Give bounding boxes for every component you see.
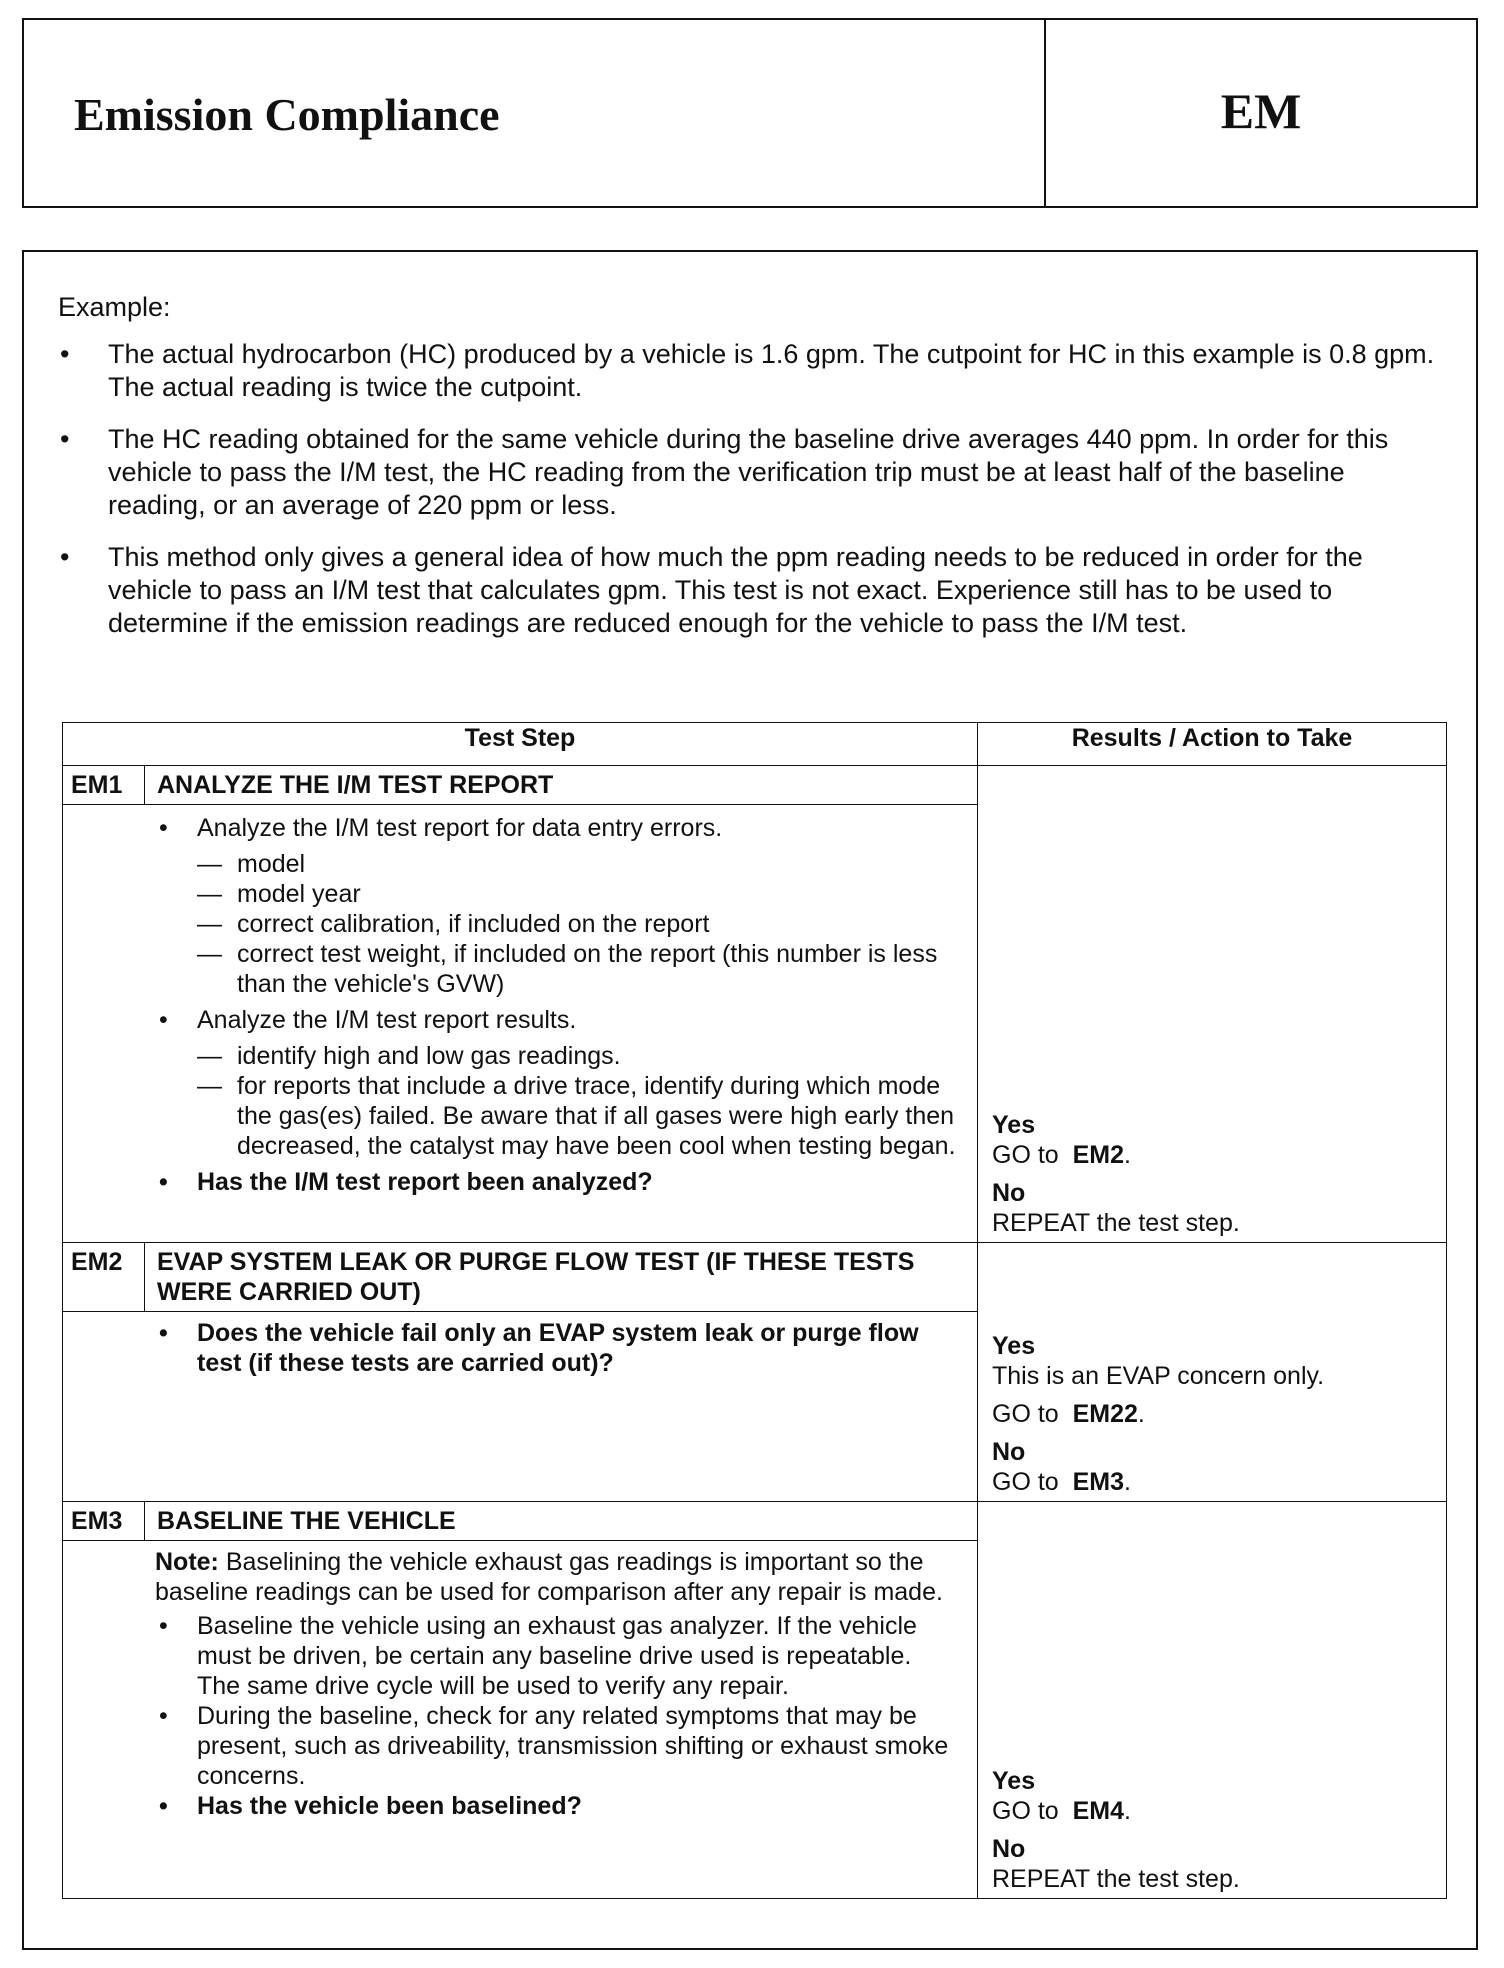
goto-target: EM22 xyxy=(1072,1400,1138,1428)
sub-item: — correct calibration, if included on the report xyxy=(197,909,957,939)
page-title: Emission Compliance xyxy=(74,89,500,140)
sub-item: — identify high and low gas readings. xyxy=(197,1041,957,1071)
table-row xyxy=(63,1243,1447,1502)
step-instruction: • Analyze the I/M test report results. xyxy=(155,1005,957,1035)
goto-target: EM3 xyxy=(1072,1468,1124,1496)
step-title: EVAP SYSTEM LEAK OR PURGE FLOW TEST (IF THESE TESTS WERE CARRIED OUT) xyxy=(157,1248,915,1306)
table-row xyxy=(63,766,1447,1243)
step-note xyxy=(155,1547,957,1607)
result-yes: Yes xyxy=(992,1767,1036,1795)
step-title: ANALYZE THE I/M TEST REPORT xyxy=(157,771,554,799)
result-no: No xyxy=(992,1179,1026,1207)
step-header xyxy=(63,766,977,805)
result-yes: Yes xyxy=(992,1111,1036,1139)
step-cell-em3 xyxy=(63,1502,978,1899)
step-id: EM3 xyxy=(63,1502,145,1540)
sub-list xyxy=(197,1041,957,1161)
step-instruction: • Baseline the vehicle using an exhaust gas analyzer. If the vehicle must be driven, be certain any baseline drive used is repeatable. The same drive cycle will be used to verify any repair. xyxy=(155,1611,957,1701)
example-bullet: • The actual hydrocarbon (HC) produced by a vehicle is 1.6 gpm. The cutpoint for HC in this example is 0.8 gpm. The actual reading is twice the cutpoint. xyxy=(58,338,1438,404)
step-cell-em2 xyxy=(63,1243,978,1502)
step-id: EM2 xyxy=(63,1243,145,1311)
step-body xyxy=(63,805,977,1201)
step-id: EM1 xyxy=(63,766,145,804)
table-row xyxy=(63,1502,1447,1899)
sub-item: — for reports that include a drive trace, identify during which mode the gas(es) failed. Be aware that if all gases were high early then decreased, the catalyst may have been cool when testing began. xyxy=(197,1071,957,1161)
example-bullet: • This method only gives a general idea of how much the ppm reading needs to be reduced in order for the vehicle to pass an I/M test that calculates gpm. This test is not exact. Experience still has to be used to determine if the emission readings are reduced enough for the vehicle to pass the I/M test. xyxy=(58,541,1438,640)
sub-list xyxy=(197,849,957,999)
step-title: BASELINE THE VEHICLE xyxy=(157,1507,456,1535)
step-question: • Does the vehicle fail only an EVAP system leak or purge flow test (if these tests are carried out)? xyxy=(155,1318,957,1378)
test-step-table xyxy=(62,722,1447,1899)
content-box xyxy=(22,250,1478,1950)
example-bullet: • The HC reading obtained for the same vehicle during the baseline drive averages 440 ppm. In order for this vehicle to pass the I/M test, the HC reading from the verification trip must be at least half of the baseline reading, or an average of 220 ppm or less. xyxy=(58,423,1438,522)
result-yes-action: GO to EM2. xyxy=(992,1141,1131,1169)
step-cell-em1 xyxy=(63,766,978,1243)
step-header xyxy=(63,1502,977,1541)
sub-item: — model year xyxy=(197,879,957,909)
go-to-text: GO to xyxy=(992,1797,1059,1825)
go-to-text: GO to xyxy=(992,1141,1059,1169)
go-to-text: GO to xyxy=(992,1400,1059,1428)
step-instruction: • Analyze the I/M test report for data entry errors. xyxy=(155,813,957,843)
step-body xyxy=(63,1541,977,1825)
col-header-results: Results / Action to Take xyxy=(978,723,1447,766)
result-no-action: GO to EM3. xyxy=(992,1468,1131,1496)
step-question: • Has the I/M test report been analyzed? xyxy=(155,1167,957,1197)
result-yes-action: GO to EM22. xyxy=(992,1400,1145,1428)
result-cell-em2 xyxy=(978,1243,1447,1502)
note-text: Baselining the vehicle exhaust gas readings is important so the baseline readings can be used for comparison after any repair is made. xyxy=(155,1548,943,1606)
step-instruction: • During the baseline, check for any related symptoms that may be present, such as driveability, transmission shifting or exhaust smoke concerns. xyxy=(155,1701,957,1791)
section-code: EM xyxy=(1220,83,1302,139)
result-yes: Yes xyxy=(992,1332,1036,1360)
result-cell-em1 xyxy=(978,766,1447,1243)
result-no: No xyxy=(992,1438,1026,1466)
step-question: • Has the vehicle been baselined? xyxy=(155,1791,957,1821)
result-no-action: REPEAT the test step. xyxy=(992,1865,1240,1893)
result-yes-action: GO to EM4. xyxy=(992,1797,1131,1825)
sub-item: — model xyxy=(197,849,957,879)
example-label: Example: xyxy=(58,292,171,322)
header-box xyxy=(22,18,1478,208)
example-bullets xyxy=(58,338,1438,659)
result-no: No xyxy=(992,1835,1026,1863)
col-header-test-step: Test Step xyxy=(63,723,978,766)
result-cell-em3 xyxy=(978,1502,1447,1899)
sub-item: — correct test weight, if included on the report (this number is less than the vehicle's GVW) xyxy=(197,939,957,999)
goto-target: EM4 xyxy=(1072,1797,1124,1825)
step-header xyxy=(63,1243,977,1312)
result-yes-note: This is an EVAP concern only. xyxy=(992,1362,1325,1390)
goto-target: EM2 xyxy=(1072,1141,1124,1169)
note-label: Note: xyxy=(155,1548,219,1576)
go-to-text: GO to xyxy=(992,1468,1059,1496)
result-no-action: REPEAT the test step. xyxy=(992,1209,1240,1237)
step-body xyxy=(63,1312,977,1382)
